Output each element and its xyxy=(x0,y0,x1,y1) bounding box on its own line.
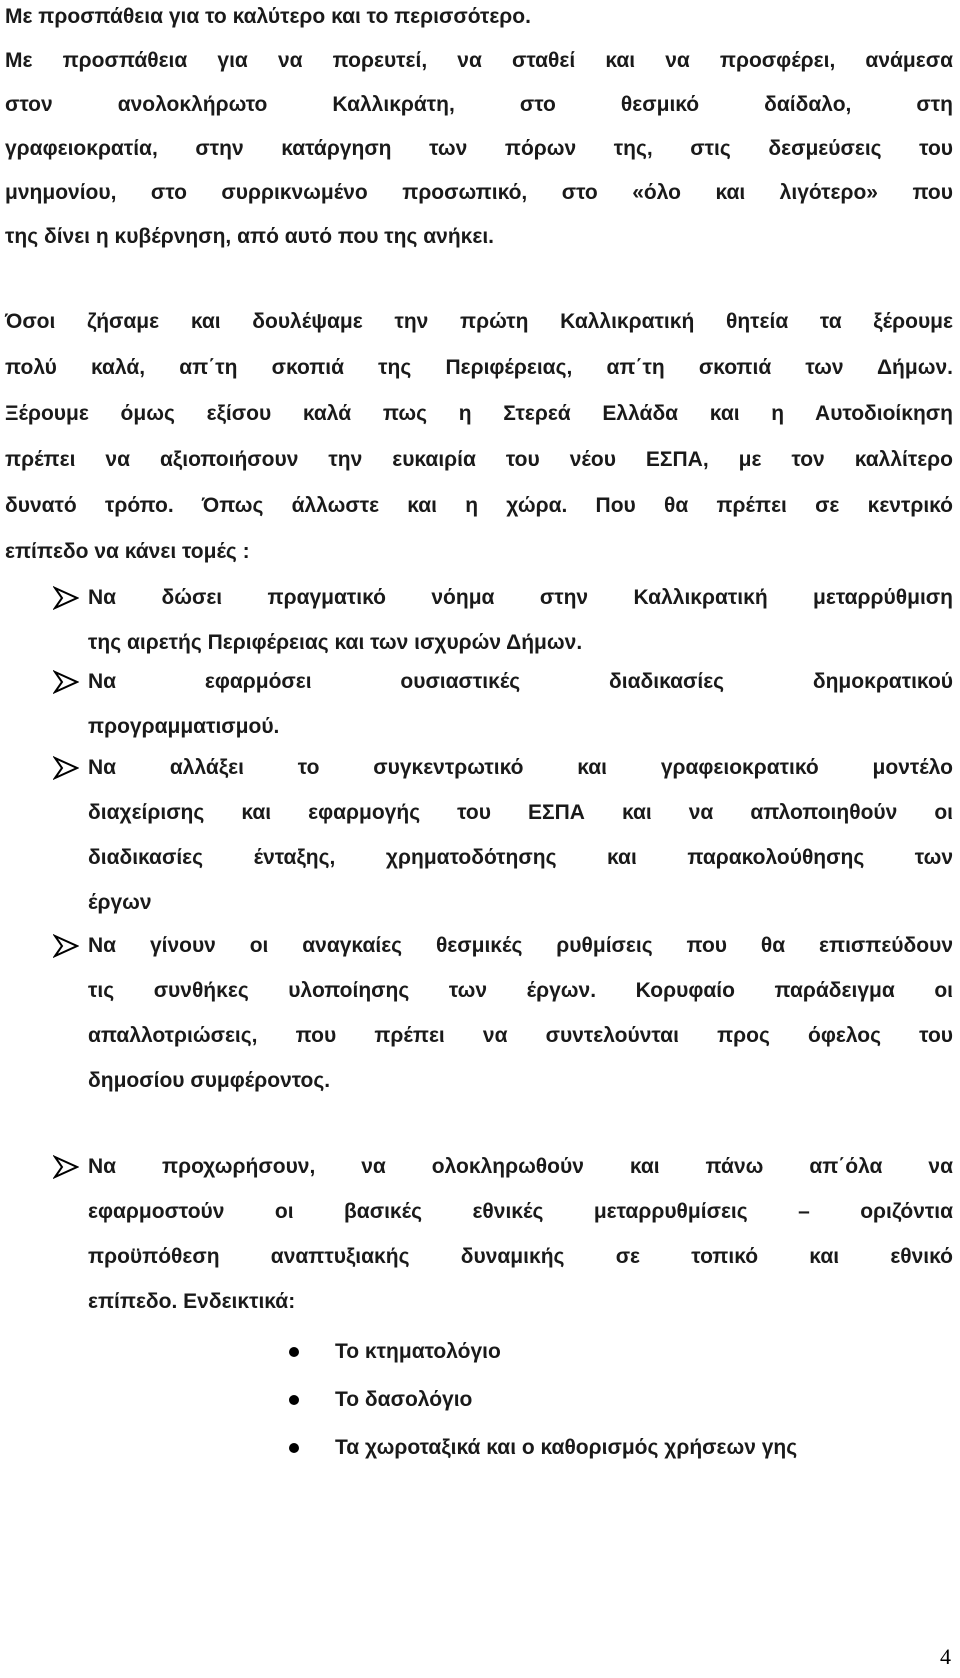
arrow-bullet-icon xyxy=(53,1155,79,1179)
bullet4-line2: τις συνθήκες υλοποίησης των έργων. Κορυφαίο παράδειγμα οι xyxy=(88,979,953,1002)
arrow-bullet-icon xyxy=(53,934,79,958)
para2-line5: δυνατό τρόπο. Όπως άλλωστε και η χώρα. Που θα πρέπει σε κεντρικό xyxy=(5,494,953,517)
arrow-bullet-icon xyxy=(53,586,79,610)
document-page xyxy=(5,0,955,1678)
round-bullet-icon xyxy=(289,1347,299,1357)
bullet1-line1: Να δώσει πραγματικό νόημα στην Καλλικρατική μεταρρύθμιση xyxy=(88,586,953,609)
arrow-bullet-icon xyxy=(53,670,79,694)
para1-line2: Με προσπάθεια για να πορευτεί, να σταθεί και να προσφέρει, ανάμεσα xyxy=(5,49,953,72)
para1-line5: μνημονίου, στο συρρικνωμένο προσωπικό, στο «όλο και λιγότερο» που xyxy=(5,181,953,204)
bullet3-line1: Να αλλάξει το συγκεντρωτικό και γραφειοκρατικό μοντέλο xyxy=(88,756,953,779)
bullet3-line4: έργων xyxy=(88,891,152,914)
para2-line6: επίπεδο να κάνει τομές : xyxy=(5,540,250,563)
para1-line3: στον ανολοκλήρωτο Καλλικράτη, στο θεσμικό δαίδαλο, στη xyxy=(5,93,953,116)
bullet5-line4: επίπεδο. Ενδεικτικά: xyxy=(88,1290,296,1313)
bullet3-line2: διαχείρισης και εφαρμογής του ΕΣΠΑ και να απλοποιηθούν οι xyxy=(88,801,953,824)
para2-line4: πρέπει να αξιοποιήσουν την ευκαιρία του νέου ΕΣΠΑ, με τον καλλίτερο xyxy=(5,448,953,471)
para1-line4: γραφειοκρατία, στην κατάργηση των πόρων της, στις δεσμεύσεις του xyxy=(5,137,953,160)
round-bullet-icon xyxy=(289,1443,299,1453)
para2-line1: Όσοι ζήσαμε και δουλέψαμε την πρώτη Καλλικρατική θητεία τα ξέρουμε xyxy=(5,310,953,333)
bullet5-line1: Να προχωρήσουν, να ολοκληρωθούν και πάνω απ΄όλα να xyxy=(88,1155,953,1178)
bullet4-line1: Να γίνουν οι αναγκαίες θεσμικές ρυθμίσεις που θα επισπεύδουν xyxy=(88,934,953,957)
bullet2-line1: Να εφαρμόσει ουσιαστικές διαδικασίες δημοκρατικού xyxy=(88,670,953,693)
para1-line1: Με προσπάθεια για το καλύτερο και το περισσότερο. xyxy=(5,5,531,28)
para2-line2: πολύ καλά, απ΄τη σκοπιά της Περιφέρειας, απ΄τη σκοπιά των Δήμων. xyxy=(5,356,953,379)
arrow-bullet-icon xyxy=(53,756,79,780)
bullet4-line3: απαλλοτριώσεις, που πρέπει να συντελούνται προς όφελος του xyxy=(88,1024,953,1047)
para1-line6: της δίνει η κυβέρνηση, από αυτό που της ανήκει. xyxy=(5,225,494,248)
bullet3-line3: διαδικασίες ένταξης, χρηματοδότησης και παρακολούθησης των xyxy=(88,846,953,869)
round-bullet-icon xyxy=(289,1395,299,1405)
page-number: 4 xyxy=(940,1644,951,1669)
bullet2-line2: προγραμματισμού. xyxy=(88,715,280,738)
sub-item-3: Τα χωροταξικά και ο καθορισμός χρήσεων γης xyxy=(335,1436,798,1459)
bullet4-line4: δημοσίου συμφέροντος. xyxy=(88,1069,331,1092)
sub-item-2: Το δασολόγιο xyxy=(335,1388,473,1411)
para2-line3: Ξέρουμε όμως εξίσου καλά πως η Στερεά Ελλάδα και η Αυτοδιοίκηση xyxy=(5,402,953,425)
sub-item-1: Το κτηματολόγιο xyxy=(335,1340,501,1363)
bullet1-line2: της αιρετής Περιφέρειας και των ισχυρών Δήμων. xyxy=(88,631,583,654)
bullet5-line2: εφαρμοστούν οι βασικές εθνικές μεταρρυθμίσεις – οριζόντια xyxy=(88,1200,953,1223)
bullet5-line3: προϋπόθεση αναπτυξιακής δυναμικής σε τοπικό και εθνικό xyxy=(88,1245,953,1268)
